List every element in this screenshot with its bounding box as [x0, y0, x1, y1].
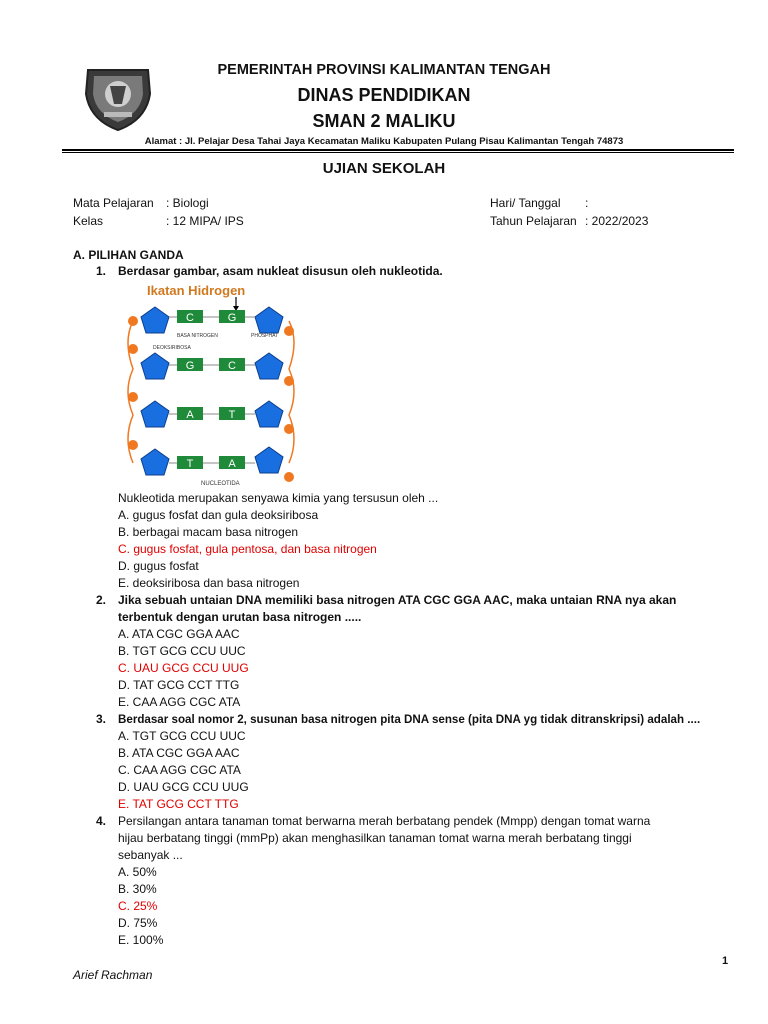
dna-pair-4: [128, 440, 294, 482]
dna-pair-3: [128, 392, 294, 434]
q4-stem: Persilangan antara tanaman tomat berwarna merah berbatang pendek (Mmpp) dengan tomat warna: [118, 814, 651, 828]
base-left-3: A: [186, 409, 194, 421]
q3-option-d: D. UAU GCG CCU UUG: [118, 780, 249, 794]
header-rule-thin: [62, 152, 734, 153]
q1-option-b: B. berbagai macam basa nitrogen: [118, 525, 299, 539]
class-label: Kelas: [73, 214, 104, 228]
q1-option-c: C. gugus fosfat, gula pentosa, dan basa nitrogen: [118, 542, 377, 556]
year-label: Tahun Pelajaran: [490, 214, 577, 228]
year-value: : 2022/2023: [585, 214, 649, 228]
q2-option-e: E. CAA AGG CGC ATA: [118, 695, 241, 709]
header-province: PEMERINTAH PROVINSI KALIMANTAN TENGAH: [217, 62, 551, 78]
q2-option-c: C. UAU GCG CCU UUG: [118, 661, 249, 675]
q1-number: 1.: [96, 264, 107, 278]
figure-title: Ikatan Hidrogen: [147, 283, 246, 298]
q4-number: 4.: [96, 814, 107, 828]
q2-option-d: D. TAT GCG CCT TTG: [118, 678, 240, 692]
q3-option-c: C. CAA AGG CGC ATA: [118, 763, 241, 777]
q1-option-a: A. gugus fosfat dan gula deoksiribosa: [118, 508, 319, 522]
q4-stem2: hijau berbatang tinggi (mmPp) akan menghasilkan tanaman tomat warna merah berbatang tinggi: [118, 831, 632, 845]
label-deoksi: DEOKSIRIBOSA: [153, 345, 191, 351]
header-rule: [62, 149, 734, 151]
q3-option-b: B. ATA CGC GGA AAC: [118, 746, 240, 760]
exam-title: UJIAN SEKOLAH: [322, 160, 446, 177]
q3-number: 3.: [96, 712, 107, 726]
q4-option-b: B. 30%: [118, 882, 157, 896]
section-heading: A. PILIHAN GANDA: [73, 248, 184, 262]
subject-value: : Biologi: [166, 196, 209, 210]
q4-option-a: A. 50%: [118, 865, 157, 879]
q1-stem: Berdasar gambar, asam nukleat disusun oleh nukleotida.: [118, 264, 443, 278]
base-left-2: G: [185, 360, 195, 372]
day-value: :: [585, 196, 589, 210]
q2-stem2: terbentuk dengan urutan basa nitrogen .....: [118, 610, 362, 624]
base-right-3: T: [228, 409, 236, 421]
q4-stem3: sebanyak ...: [118, 848, 183, 862]
base-left-4: T: [186, 458, 194, 470]
base-right-2: C: [228, 360, 236, 372]
q1-stem2: Nukleotida merupakan senyawa kimia yang tersusun oleh ...: [118, 491, 439, 505]
q1-option-d: D. gugus fosfat: [118, 559, 199, 573]
q2-option-b: B. TGT GCG CCU UUC: [118, 644, 246, 658]
footer-author: Arief Rachman: [73, 968, 153, 982]
header-department: DINAS PENDIDIKAN: [297, 85, 471, 105]
dna-pair-1: [128, 307, 294, 336]
base-left-1: C: [186, 312, 194, 324]
q4-option-c: C. 25%: [118, 899, 158, 913]
base-right-1: G: [227, 312, 237, 324]
subject-label: Mata Pelajaran: [73, 196, 154, 210]
q3-option-e: E. TAT GCG CCT TTG: [118, 797, 239, 811]
dna-figure: [125, 281, 297, 487]
class-value: : 12 MIPA/ IPS: [166, 214, 244, 228]
label-basa: BASA NITROGEN: [177, 333, 218, 339]
base-right-4: A: [228, 458, 236, 470]
q2-stem: Jika sebuah untaian DNA memiliki basa nitrogen ATA CGC GGA AAC, maka untaian RNA nya akan: [118, 593, 677, 607]
label-nucleotida: NUCLEOTIDA: [201, 481, 240, 487]
label-fosfat: PHOSPHAT: [251, 333, 279, 339]
q2-option-a: A. ATA CGC GGA AAC: [118, 627, 240, 641]
q1-option-e: E. deoksiribosa dan basa nitrogen: [118, 576, 300, 590]
q4-option-e: E. 100%: [118, 933, 164, 947]
q4-option-d: D. 75%: [118, 916, 158, 930]
page-number: 1: [722, 955, 729, 967]
header-school: SMAN 2 MALIKU: [312, 111, 456, 131]
q3-stem: Berdasar soal nomor 2, susunan basa nitrogen pita DNA sense (pita DNA yg tidak ditranskripsi) adalah ....: [118, 713, 701, 726]
q2-number: 2.: [96, 593, 107, 607]
day-label: Hari/ Tanggal: [490, 196, 561, 210]
header-address: Alamat : Jl. Pelajar Desa Tahai Jaya Kecamatan Maliku Kabupaten Pulang Pisau Kalimantan Tengah 74873: [144, 136, 624, 147]
q3-option-a: A. TGT GCG CCU UUC: [118, 729, 246, 743]
